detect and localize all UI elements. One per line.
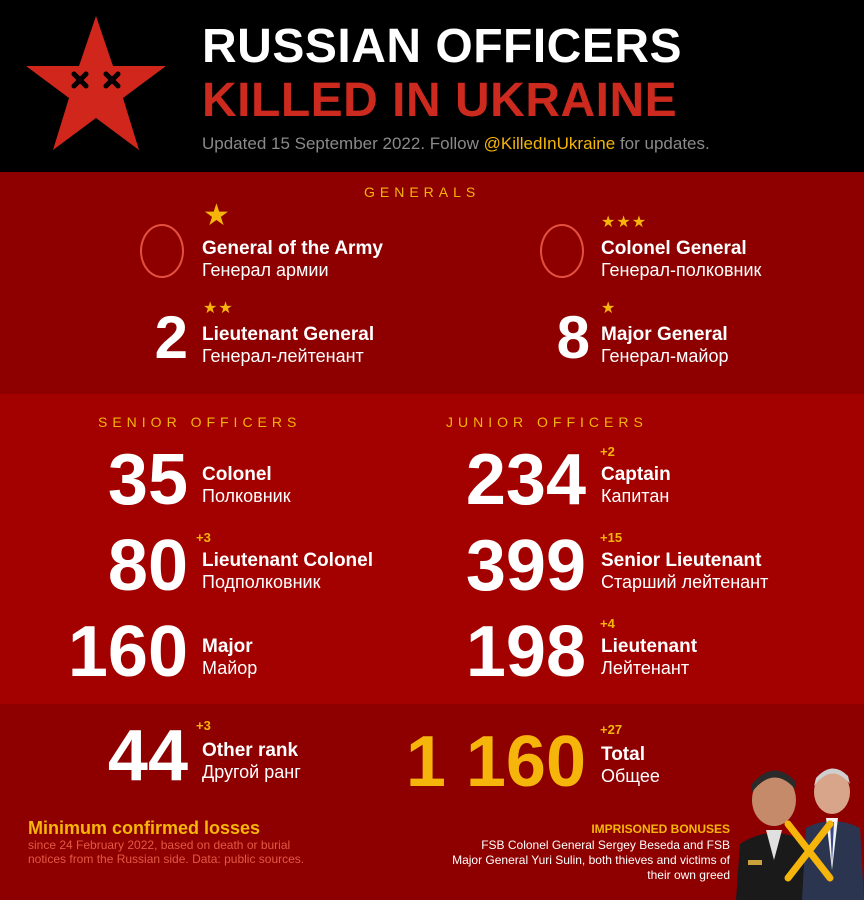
general-army-ru: Генерал армии [202,260,329,280]
twitter-handle-link[interactable]: @KilledInUkraine [483,134,616,153]
minimum-losses-title: Minimum confirmed losses [28,818,261,838]
header [0,0,864,172]
senior-lieutenant-en: Senior Lieutenant [601,550,762,571]
title-line-2: KILLED IN UKRAINE [202,74,678,127]
lieutenant-count: 198 [465,612,586,692]
captain-en: Captain [601,464,671,485]
major-general-ru: Генерал-майор [601,346,729,366]
lieutenant-colonel-en: Lieutenant Colonel [202,550,373,571]
lieutenant-delta: +4 [600,616,615,631]
lieutenant-general-ru: Генерал-лейтенант [202,346,364,366]
other-rank-delta: +3 [196,718,211,733]
generals-section [0,172,864,394]
captain-ru: Капитан [601,486,670,506]
captain-count: 234 [465,440,586,520]
total-en: Total [601,744,645,765]
major-general-en: Major General [601,324,728,345]
major-count: 160 [67,612,188,692]
colonel-ru: Полковник [202,486,291,506]
colonel-en: Colonel [202,464,272,485]
lieutenant-general-stars-icon: ★★ [203,298,234,317]
major-en: Major [202,636,253,657]
major-ru: Майор [202,658,258,678]
updated-line [202,134,710,154]
colonel-count: 35 [107,440,188,520]
generals-label: GENERALS [364,184,481,200]
other-rank-en: Other rank [202,740,299,761]
general-army-en: General of the Army [202,238,383,259]
colonel-general-en: Colonel General [601,238,747,259]
lieutenant-colonel-delta: +3 [196,530,211,545]
other-rank-ru: Другой ранг [202,762,301,782]
captain-delta: +2 [600,444,615,459]
lieutenant-en: Lieutenant [601,636,698,657]
red-star-logo-icon [24,14,168,154]
updated-prefix: Updated 15 September 2022. Follow [202,134,484,153]
major-general-count: 8 [556,304,590,371]
lieutenant-colonel-count: 80 [107,526,188,606]
junior-officers-label: JUNIOR OFFICERS [446,414,648,430]
general-army-zero-count [140,224,184,278]
senior-officers-label: SENIOR OFFICERS [98,414,302,430]
total-count: 1 160 [405,722,586,802]
lieutenant-ru: Лейтенант [601,658,690,678]
major-general-stars-icon: ★ [601,298,617,317]
imprisoned-bonuses-text: FSB Colonel General Sergey Beseda and FSB Major General Yuri Sulin, both thieves and victims of their own greed [452,838,730,882]
total-delta: +27 [600,722,623,737]
colonel-general-zero-count [540,224,584,278]
imprisoned-bonuses-title: IMPRISONED BONUSES [591,822,730,836]
lieutenant-colonel-ru: Подполковник [202,572,321,592]
colonel-general-stars-icon: ★★★ [601,212,648,231]
minimum-losses-note: since 24 February 2022, based on death or burial notices from the Russian side. Data: public sources. [28,838,305,866]
lieutenant-general-en: Lieutenant General [202,324,375,345]
imprisoned-generals-photo-icon [736,760,864,900]
senior-lieutenant-ru: Старший лейтенант [601,572,769,592]
general-army-stars-icon: ★ [203,198,231,233]
title-line-1: RUSSIAN OFFICERS [202,20,683,73]
updated-suffix: for updates. [615,134,710,153]
lieutenant-general-count: 2 [154,304,188,371]
senior-lieutenant-count: 399 [465,526,586,606]
total-ru: Общее [601,766,660,786]
colonel-general-ru: Генерал-полковник [601,260,762,280]
other-rank-count: 44 [107,716,188,796]
senior-lieutenant-delta: +15 [600,530,623,545]
